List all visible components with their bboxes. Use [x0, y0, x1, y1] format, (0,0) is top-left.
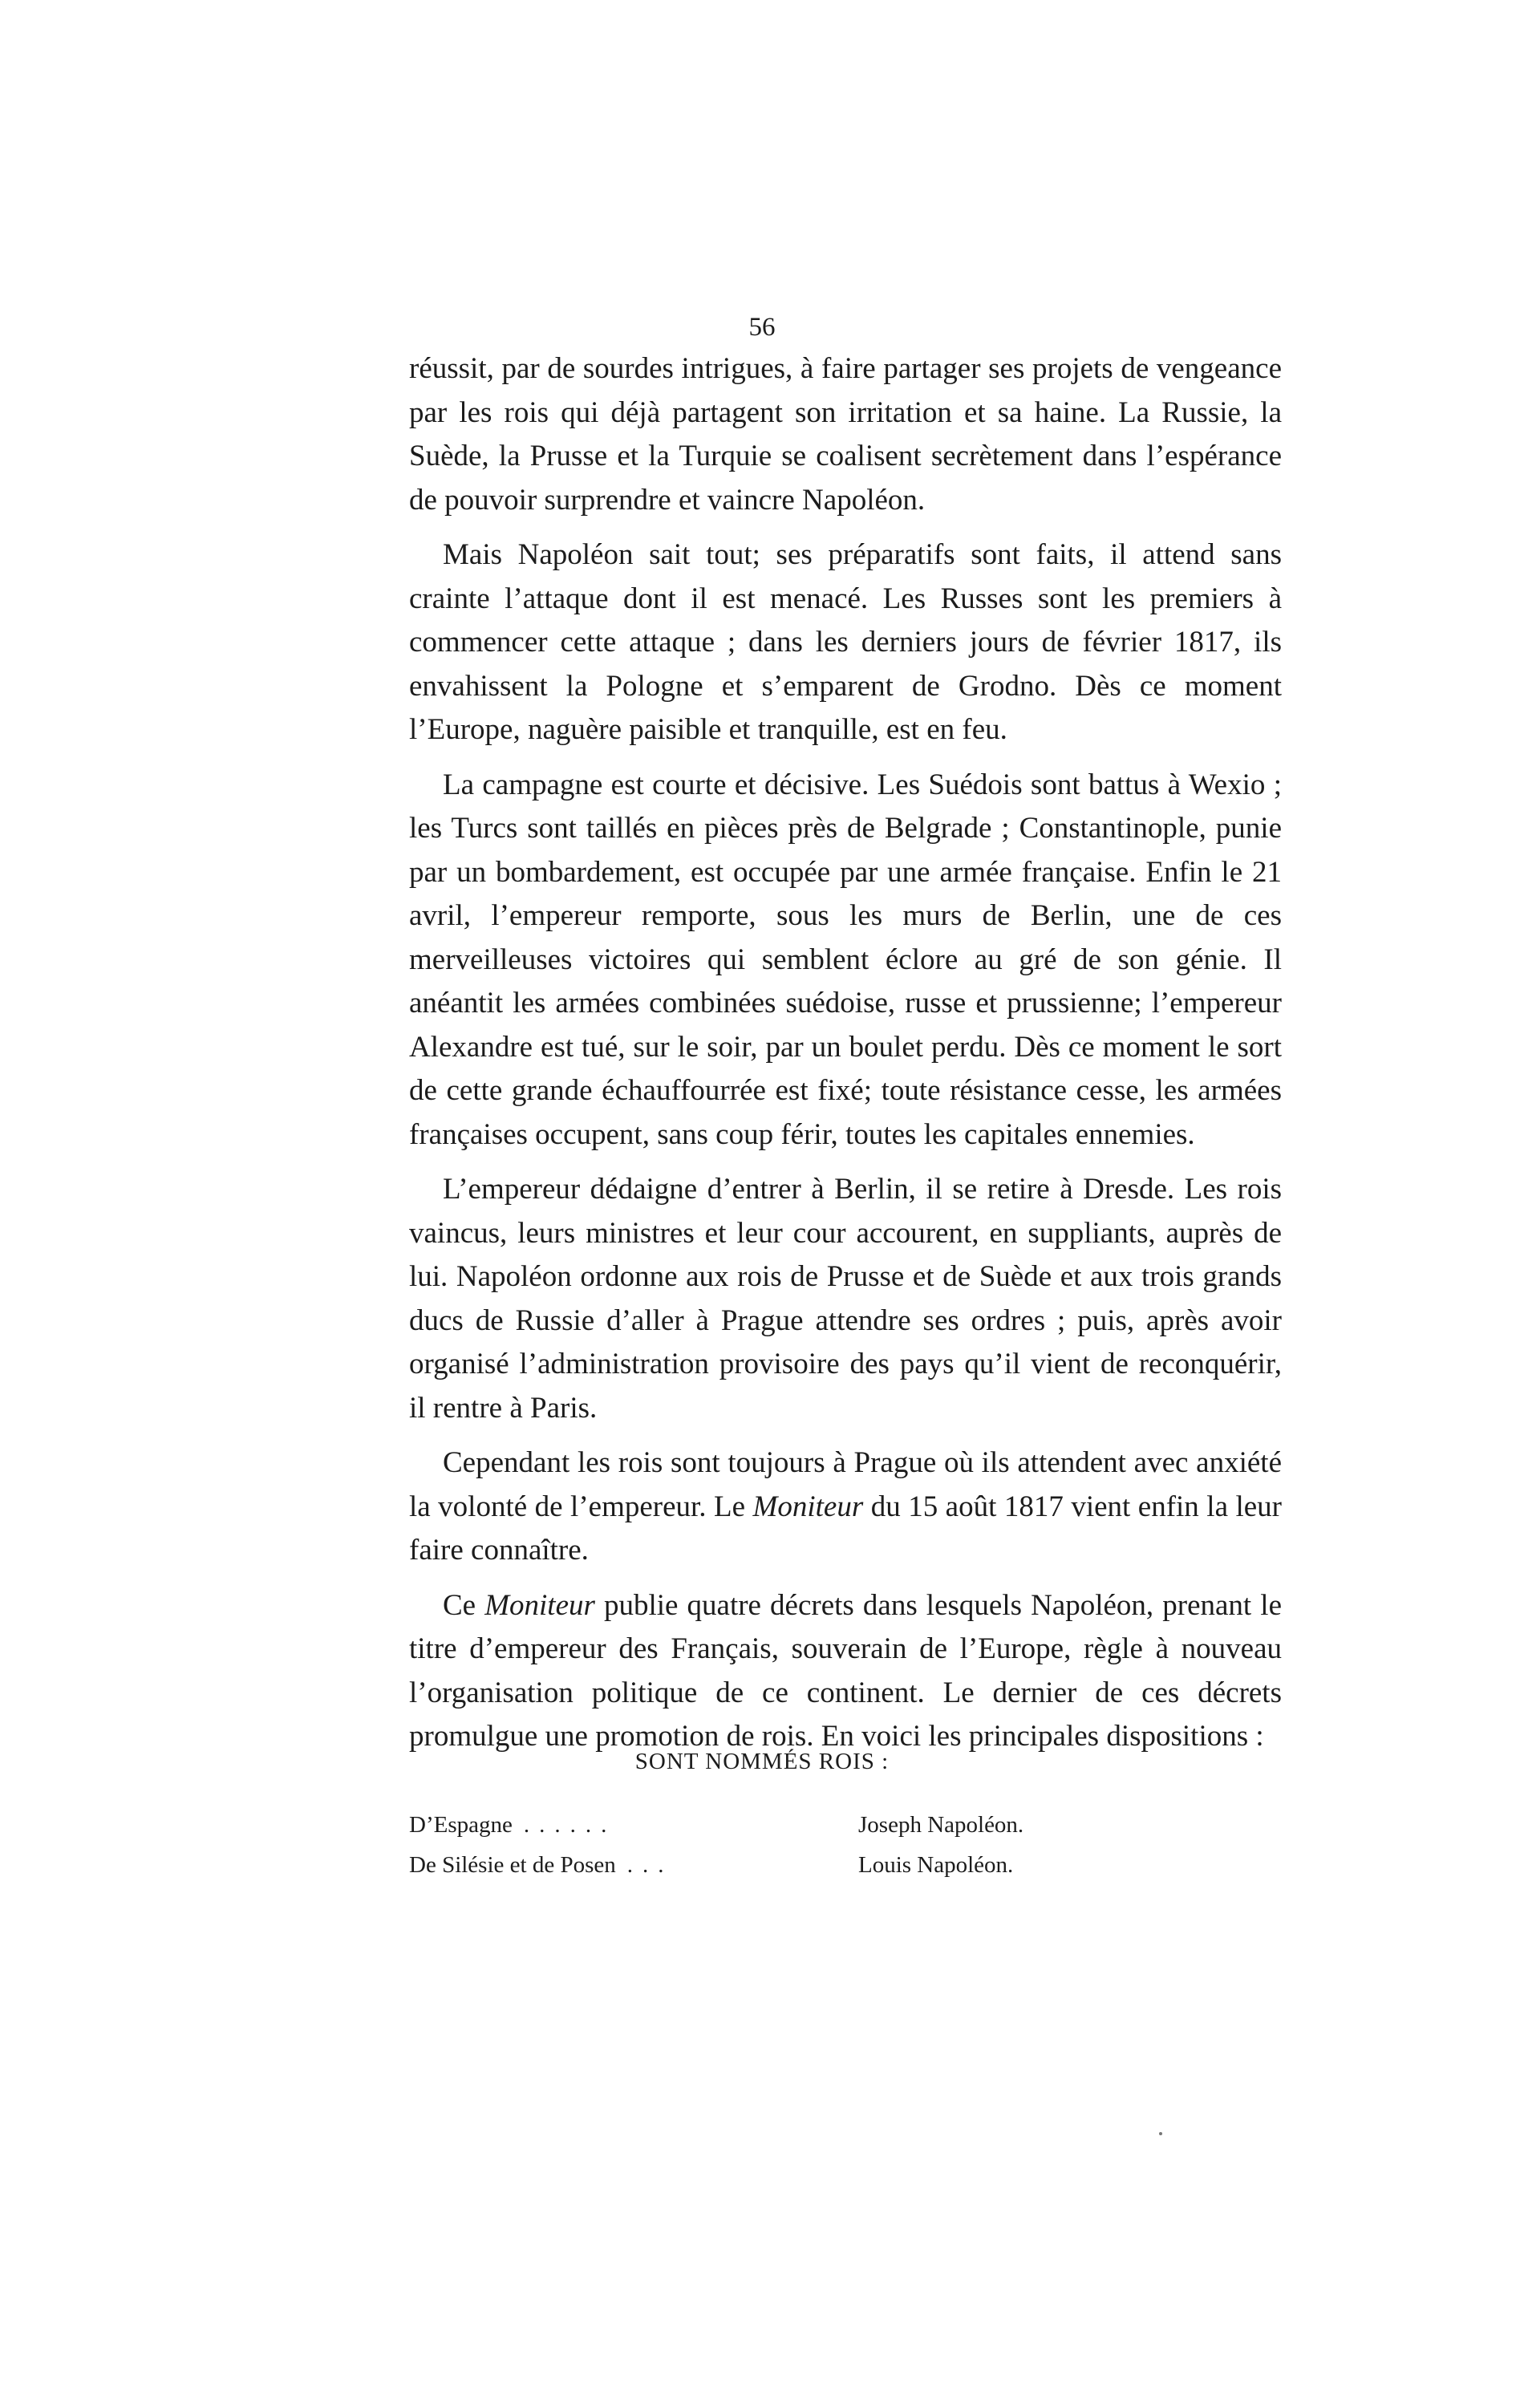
appointments-heading: SONT NOMMÉS ROIS : — [634, 1749, 890, 1774]
dot-leader: ... — [626, 1852, 674, 1878]
appointment-king: Joseph Napoléon. — [858, 1812, 1024, 1838]
paragraph-5 — [409, 1441, 1282, 1573]
country-name: D’Espagne — [409, 1812, 513, 1838]
appointment-country — [409, 1810, 858, 1840]
paragraph-1: réussit, par de sourdes intrigues, à faire partager ses projets de vengeance par les rois qui déjà partagent son irritation et sa haine. La Russie, la Suède, la Prusse et la Turquie se coalisent secrètement dans l’espérance de pouvoir surprendre et vaincre Napoléon. — [409, 352, 1282, 517]
paragraph-3: La campagne est courte et décisive. Les Suédois sont battus à Wexio ; les Turcs sont taillés en pièces près de Belgrade ; Constantinople, punie par un bombardement, est occupée par une armée française. Enfin le 21 avril, l’empereur remporte, sous les murs de Berlin, une de ces merveilleuses victoires qui semblent éclore au gré de son génie. Il anéantit les armées combinées suédoise, russe et prussienne; l’empereur Alexandre est tué, sur le soir, par un boulet perdu. Dès ce moment le sort de cette grande échauffourrée est fixé; toute résistance cesse, les armées françaises occupent, sans coup férir, toutes les capitales ennemies. — [409, 768, 1282, 1151]
paragraph-5-text-after: du 15 août 1817 vient enfin la leur faire connaître. — [409, 1490, 1282, 1567]
appointment-country — [409, 1850, 858, 1880]
paragraph-4: L’empereur dédaigne d’entrer à Berlin, il se retire à Dresde. Les rois vaincus, leurs ministres et leur cour accourent, en suppliants, auprès de lui. Napoléon ordonne aux rois de Prusse et de Suède et aux trois grands ducs de Russie d’aller à Prague attendre ses ordres ; puis, après avoir organisé l’administration provisoire des pays qu’il vient de reconquérir, il rentre à Paris. — [409, 1173, 1282, 1425]
body-text — [409, 347, 1282, 1770]
paragraph-5-text-before: Cependant les rois sont toujours à Prague où ils attendent avec anxiété la volonté de l’empereur. Le — [409, 1446, 1282, 1523]
appointment-king: Louis Napoléon. — [858, 1852, 1014, 1878]
country-name: De Silésie et de Posen — [409, 1852, 616, 1878]
paragraph-6-text-before: Ce — [443, 1588, 485, 1622]
paragraph-2: Mais Napoléon sait tout; ses préparatifs sont faits, il attend sans crainte l’attaque dont il est menacé. Les Russes sont les premiers à commencer cette attaque ; dans les derniers jours de février 1817, ils envahissent la Pologne et s’emparent de Grodno. Dès ce moment l’Europe, naguère paisible et tranquille, est en feu. — [409, 538, 1282, 746]
appointment-row — [409, 1845, 1211, 1885]
appointment-row — [409, 1805, 1211, 1845]
paragraph-6 — [409, 1584, 1282, 1759]
paragraph-6-emphasis: Moniteur — [484, 1588, 595, 1622]
dot-leader: ...... — [523, 1812, 617, 1838]
appointments-list — [409, 1805, 1211, 1885]
page-number: 56 — [748, 313, 776, 342]
paper-speck — [1159, 2132, 1162, 2135]
paragraph-6-text-after: publie quatre décrets dans lesquels Napoléon, prenant le titre d’empereur des Français, souverain de l’Europe, règle à nouveau l’organisation politique de ce continent. Le dernier de ces décrets promulgue une promotion de rois. En voici les principales dispositions : — [409, 1588, 1282, 1753]
paragraph-5-emphasis: Moniteur — [752, 1490, 864, 1523]
